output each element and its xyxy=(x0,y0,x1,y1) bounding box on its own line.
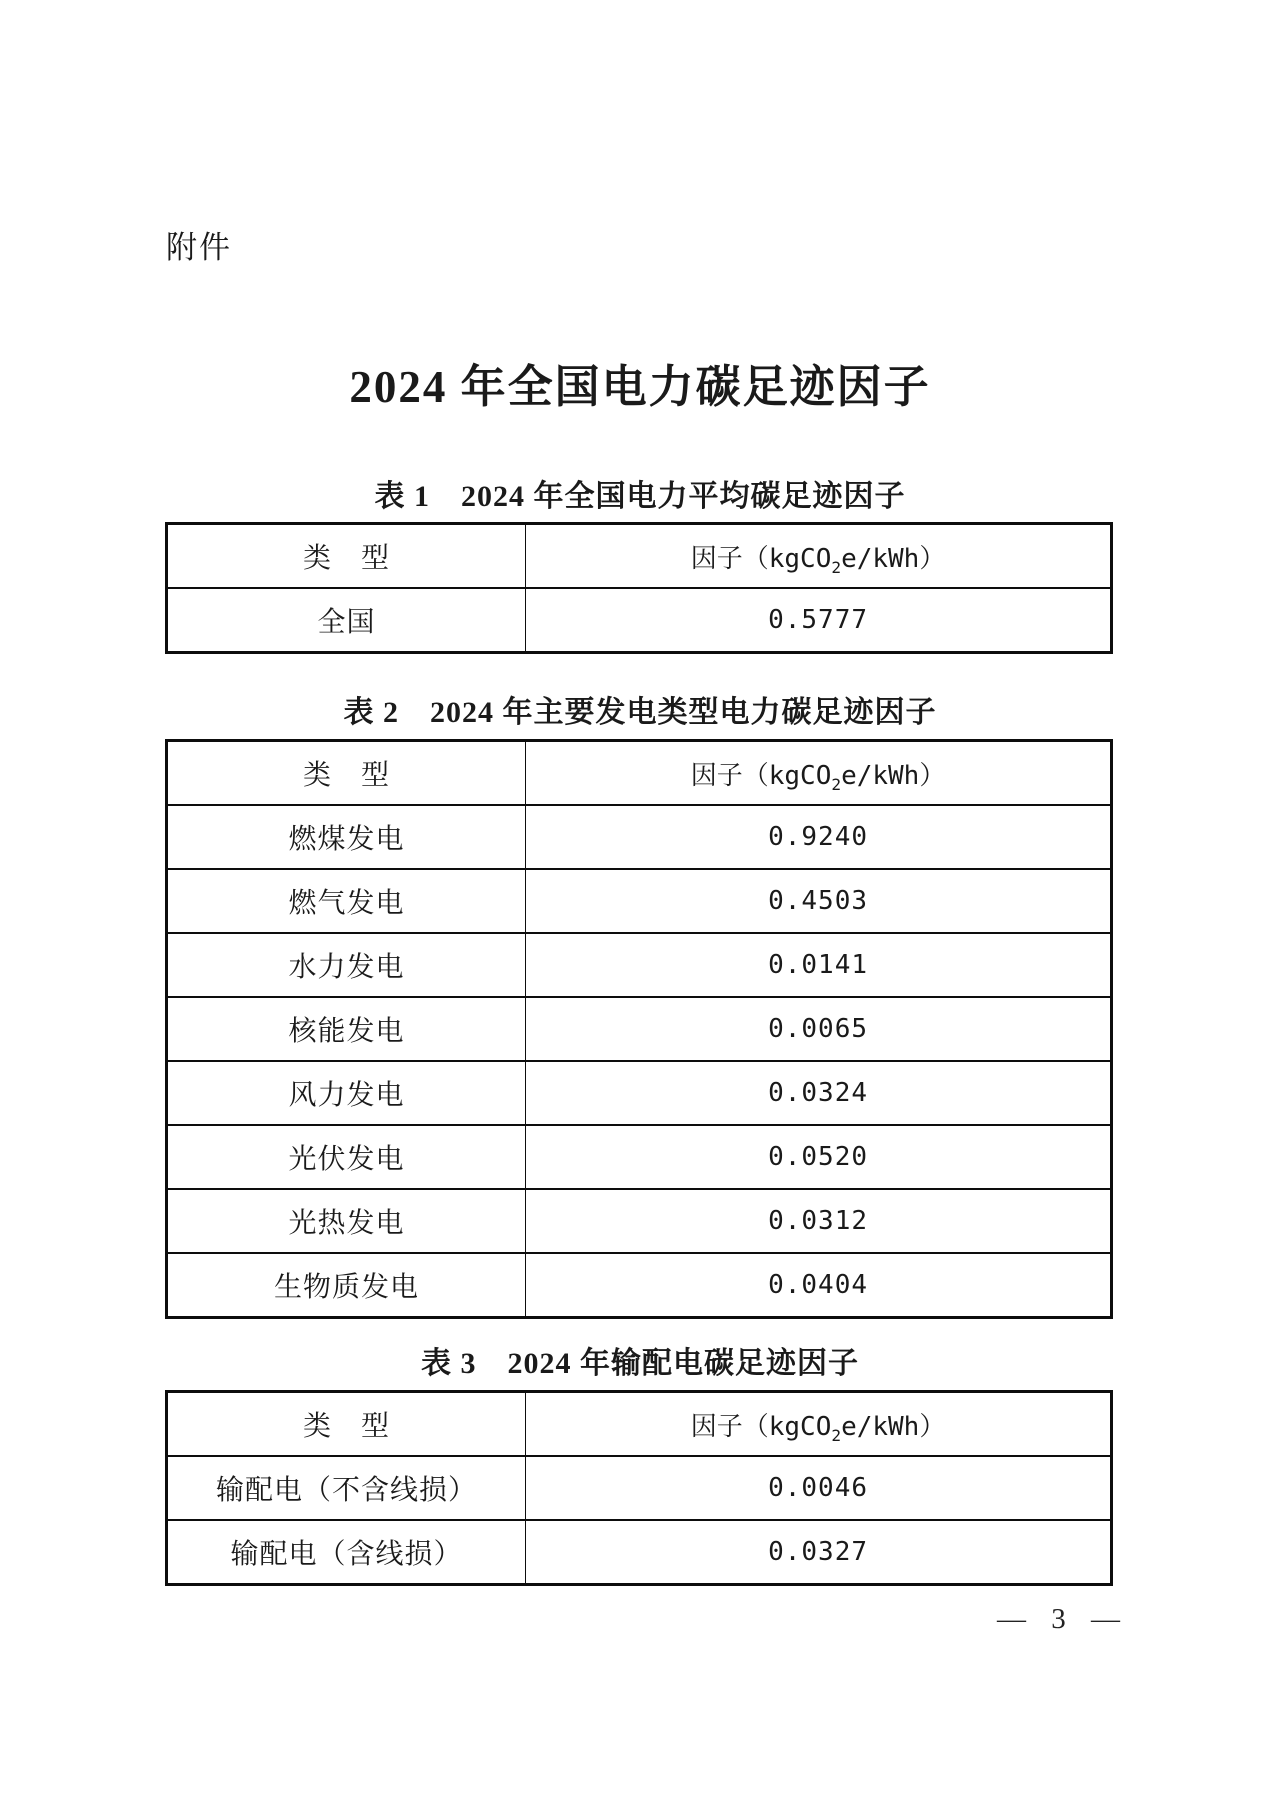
table-row xyxy=(167,1253,1112,1318)
factor-cell: 0.4503 xyxy=(526,869,1112,933)
type-cell: 燃煤发电 xyxy=(167,805,526,869)
factor-cell: 0.0327 xyxy=(526,1520,1112,1585)
table-national-average xyxy=(165,522,1113,654)
type-cell: 生物质发电 xyxy=(167,1253,526,1318)
table-generation-types xyxy=(165,739,1113,1319)
factor-cell: 0.0324 xyxy=(526,1061,1112,1125)
co2-subscript: 2 xyxy=(831,1425,842,1445)
type-cell: 风力发电 xyxy=(167,1061,526,1125)
factor-cell: 0.0141 xyxy=(526,933,1112,997)
type-cell: 核能发电 xyxy=(167,997,526,1061)
type-cell: 光伏发电 xyxy=(167,1125,526,1189)
table-row xyxy=(167,1125,1112,1189)
co2-subscript: 2 xyxy=(831,774,842,794)
factor-column-header xyxy=(526,1392,1112,1457)
table-row xyxy=(167,805,1112,869)
factor-unit-prefix: 因子（kgCO xyxy=(690,760,832,791)
table-row xyxy=(167,933,1112,997)
table-2-caption: 表 2 2024 年主要发电类型电力碳足迹因子 xyxy=(343,696,937,729)
table-row xyxy=(167,588,1112,653)
factor-cell: 0.0046 xyxy=(526,1456,1112,1520)
table-transmission-distribution xyxy=(165,1390,1113,1586)
table-header-row xyxy=(167,1392,1112,1457)
type-cell: 输配电（含线损） xyxy=(167,1520,526,1585)
attachment-label: 附件 xyxy=(166,230,232,265)
table-header-row xyxy=(167,741,1112,806)
table-row xyxy=(167,997,1112,1061)
type-cell: 光热发电 xyxy=(167,1189,526,1253)
factor-unit-suffix: e/kWh） xyxy=(841,1411,946,1442)
factor-cell: 0.0065 xyxy=(526,997,1112,1061)
factor-cell: 0.9240 xyxy=(526,805,1112,869)
factor-cell: 0.5777 xyxy=(526,588,1112,653)
factor-unit-suffix: e/kWh） xyxy=(841,543,946,574)
factor-cell: 0.0520 xyxy=(526,1125,1112,1189)
factor-column-header xyxy=(526,741,1112,806)
type-column-header: 类 型 xyxy=(167,524,526,589)
table-row xyxy=(167,1456,1112,1520)
table-row xyxy=(167,1189,1112,1253)
type-cell: 燃气发电 xyxy=(167,869,526,933)
table-1-caption: 表 1 2024 年全国电力平均碳足迹因子 xyxy=(374,480,906,513)
type-cell: 输配电（不含线损） xyxy=(167,1456,526,1520)
table-row xyxy=(167,1061,1112,1125)
factor-unit-prefix: 因子（kgCO xyxy=(690,543,832,574)
factor-cell: 0.0312 xyxy=(526,1189,1112,1253)
table-3-caption: 表 3 2024 年输配电碳足迹因子 xyxy=(421,1347,859,1380)
factor-column-header xyxy=(526,524,1112,589)
page-title: 2024 年全国电力碳足迹因子 xyxy=(349,362,931,413)
factor-unit-prefix: 因子（kgCO xyxy=(690,1411,832,1442)
type-column-header: 类 型 xyxy=(167,741,526,806)
type-cell: 水力发电 xyxy=(167,933,526,997)
table-row xyxy=(167,869,1112,933)
table-row xyxy=(167,1520,1112,1585)
page-number: — 3 — xyxy=(997,1603,1120,1635)
factor-unit-suffix: e/kWh） xyxy=(841,760,946,791)
table-header-row xyxy=(167,524,1112,589)
type-cell: 全国 xyxy=(167,588,526,653)
type-column-header: 类 型 xyxy=(167,1392,526,1457)
factor-cell: 0.0404 xyxy=(526,1253,1112,1318)
co2-subscript: 2 xyxy=(831,557,842,577)
